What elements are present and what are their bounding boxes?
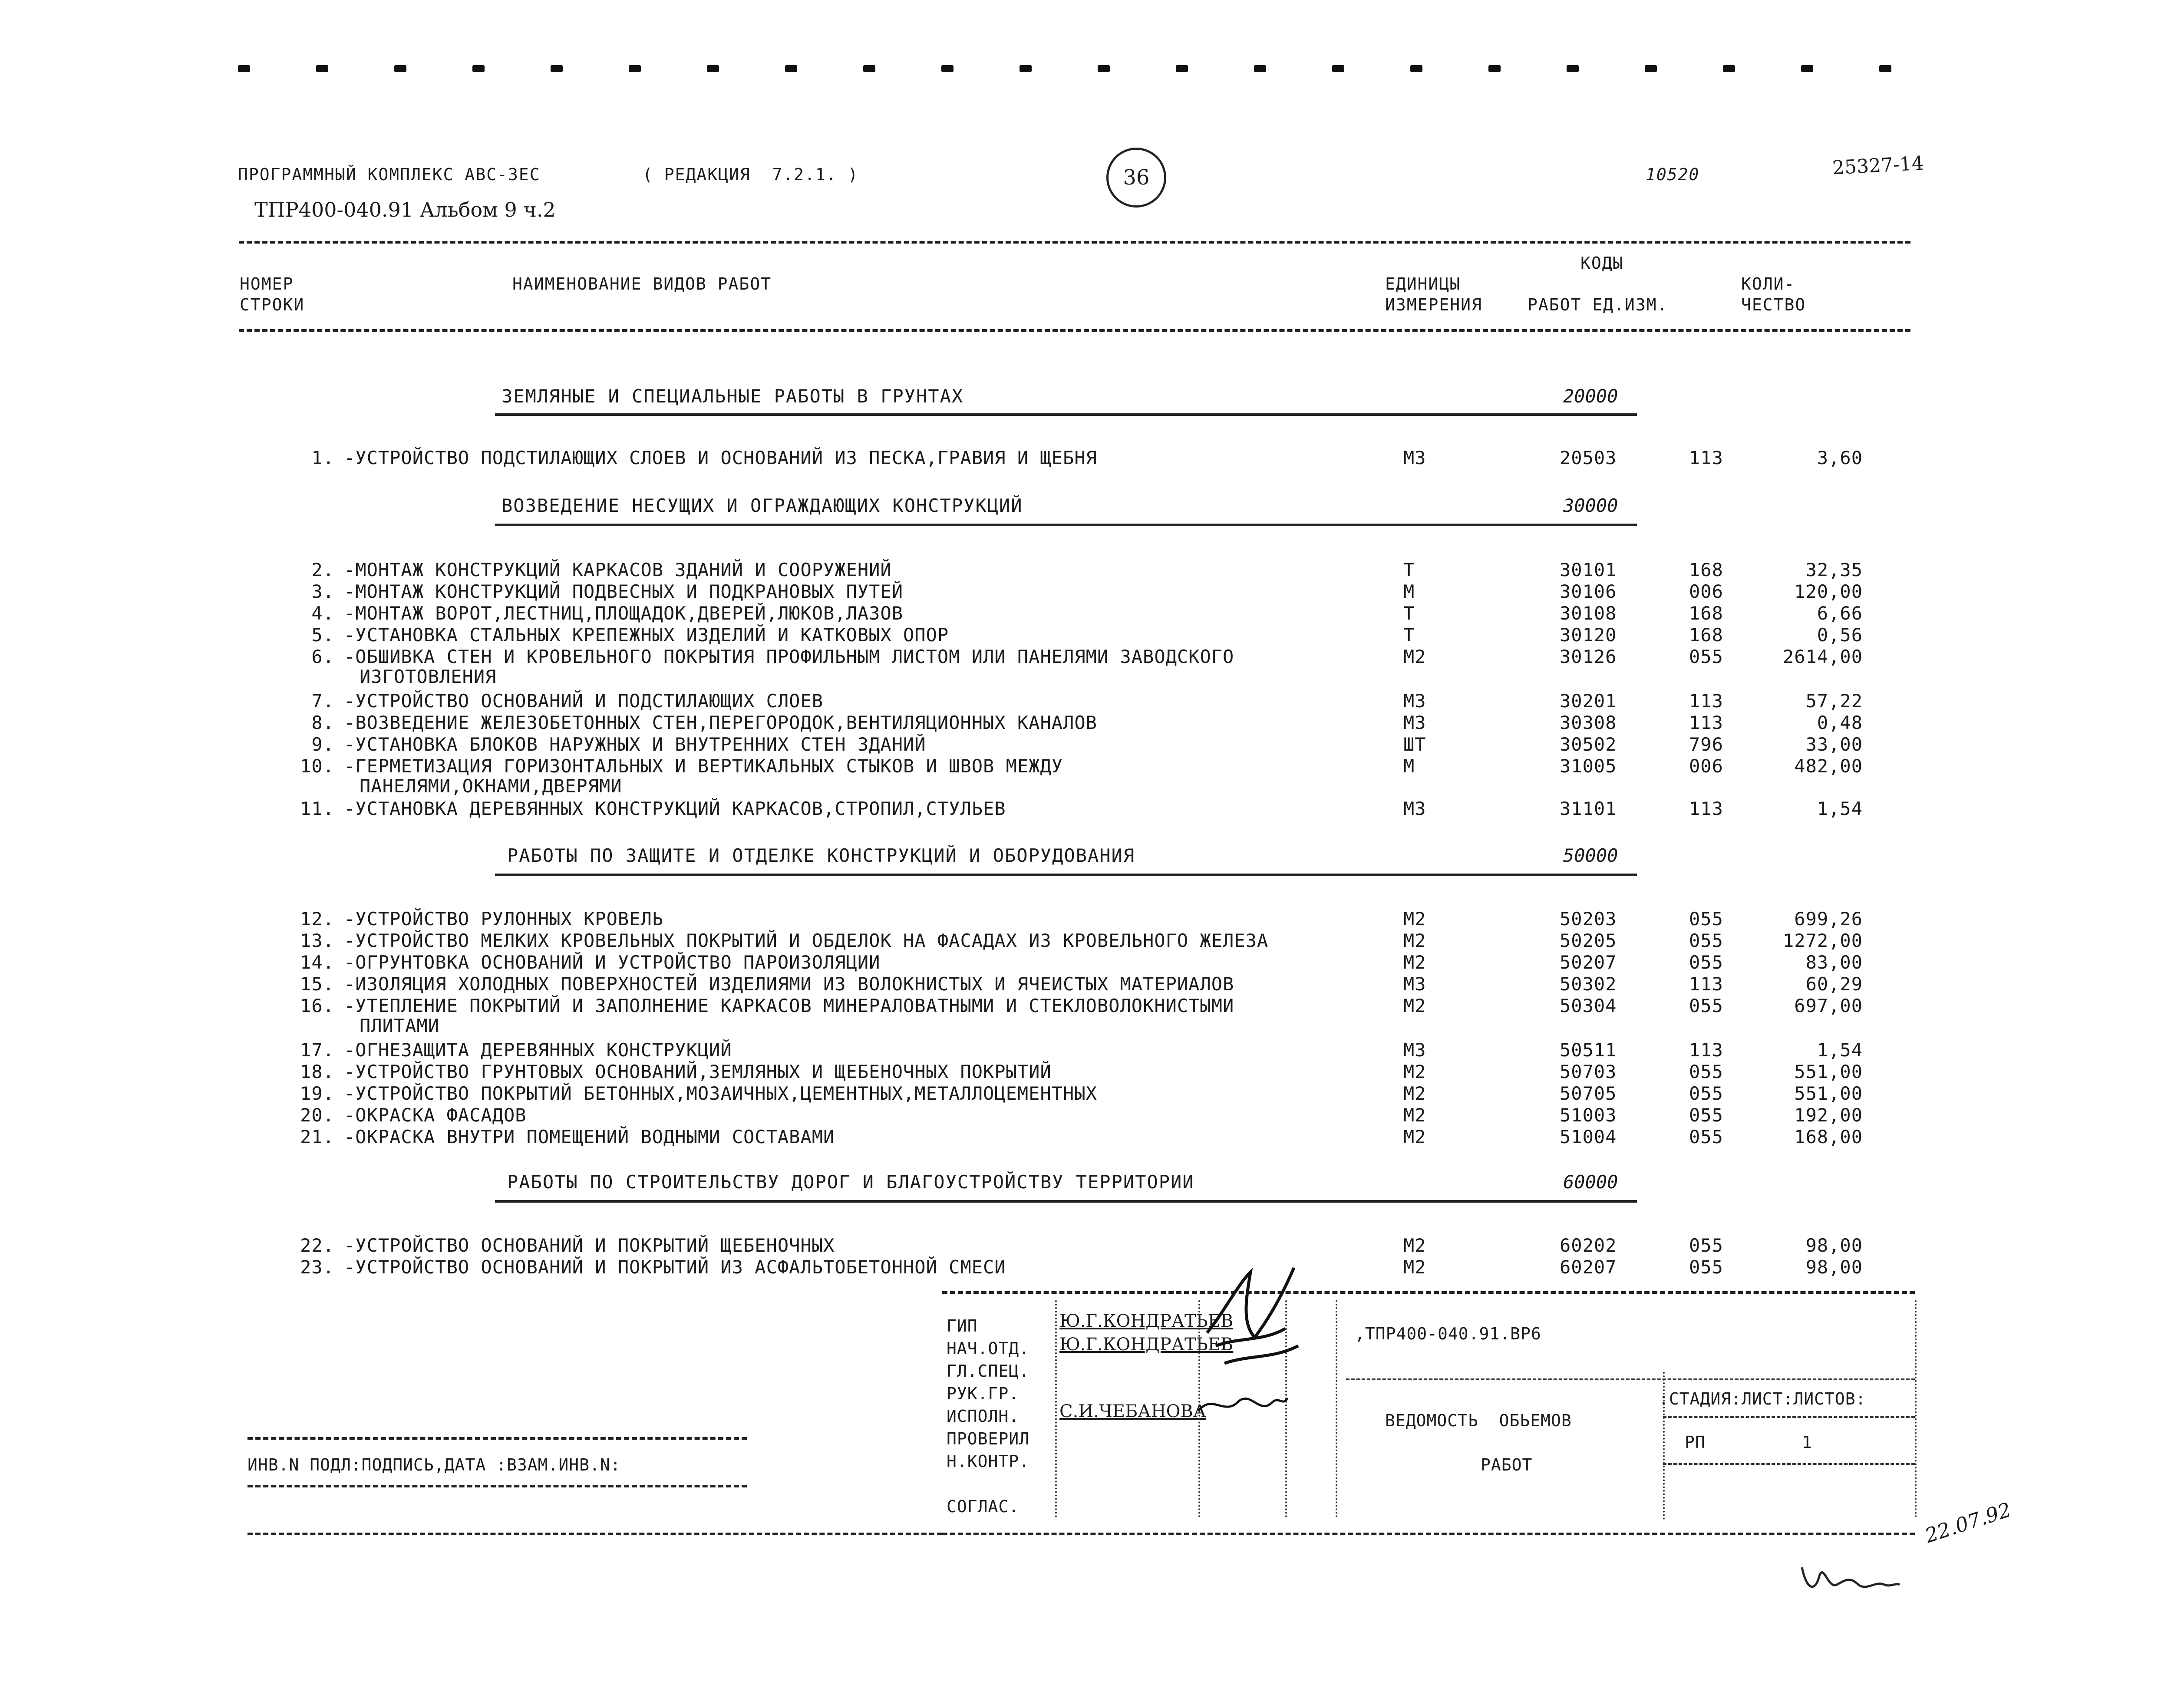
work-name-cont: ПЛИТАМИ xyxy=(360,1015,440,1036)
edition-label: ( РЕДАКЦИЯ 7.2.1. ) xyxy=(643,165,859,184)
quantity: 3,60 xyxy=(1817,447,1863,468)
quantity: 1,54 xyxy=(1817,1039,1863,1061)
row-number: 7. xyxy=(311,690,334,712)
top-dash-mark xyxy=(941,65,954,72)
unit-of-measure: М3 xyxy=(1403,1039,1426,1061)
unit-of-measure: М2 xyxy=(1403,1126,1426,1147)
section-title: ЗЕМЛЯНЫЕ И СПЕЦИАЛЬНЫЕ РАБОТЫ В ГРУНТАХ xyxy=(502,386,964,407)
work-name: -ГЕРМЕТИЗАЦИЯ ГОРИЗОНТАЛЬНЫХ И ВЕРТИКАЛЬНЫХ СТЫКОВ И ШВОВ МЕЖДУ xyxy=(344,755,1063,777)
col-codes-sub: РАБОТ ЕД.ИЗМ. xyxy=(1528,295,1668,314)
quantity: 98,00 xyxy=(1805,1256,1863,1278)
stamp-role: Н.КОНТР. xyxy=(947,1452,1030,1471)
unit-of-measure: М2 xyxy=(1403,646,1426,667)
table-row xyxy=(0,930,2171,950)
table-row xyxy=(0,1256,2171,1276)
stamp-name-gip: Ю.Г.КОНДРАТЬЕВ xyxy=(1059,1311,1234,1331)
work-code: 20503 xyxy=(1560,447,1617,468)
unit-of-measure: М3 xyxy=(1403,973,1426,995)
unit-of-measure: М2 xyxy=(1403,1083,1426,1104)
work-code: 60202 xyxy=(1560,1235,1617,1256)
col-unit-2: ИЗМЕРЕНИЯ xyxy=(1385,295,1482,314)
row-number: 3. xyxy=(311,581,334,602)
top-dash-mark xyxy=(1879,65,1891,72)
top-dash-mark xyxy=(316,65,328,72)
quantity: 168,00 xyxy=(1794,1126,1863,1147)
quantity: 32,35 xyxy=(1805,559,1863,580)
work-code: 50304 xyxy=(1560,995,1617,1016)
unit-of-measure: Т xyxy=(1403,624,1415,646)
doc-code-a: 10520 xyxy=(1646,165,1700,184)
table-row xyxy=(0,712,2171,732)
work-code: 51004 xyxy=(1560,1126,1617,1147)
work-name: -УСТРОЙСТВО ГРУНТОВЫХ ОСНОВАНИЙ,ЗЕМЛЯНЫХ И ЩЕБЕНОЧНЫХ ПОКРЫТИЙ xyxy=(344,1061,1052,1082)
inv-rule-bottom xyxy=(247,1533,942,1535)
section-rule xyxy=(495,413,1637,416)
row-number: 2. xyxy=(311,559,334,580)
stamp-sheet: 1 xyxy=(1802,1433,1812,1452)
unit-code: 055 xyxy=(1689,1235,1723,1256)
unit-of-measure: М3 xyxy=(1403,690,1426,712)
work-code: 50302 xyxy=(1560,973,1617,995)
unit-of-measure: М2 xyxy=(1403,952,1426,973)
table-row xyxy=(0,973,2171,993)
stamp-stage: РП xyxy=(1685,1433,1706,1452)
signature-executor-icon xyxy=(1194,1385,1290,1424)
work-code: 30126 xyxy=(1560,646,1617,667)
row-number: 12. xyxy=(300,908,334,930)
inv-labels: ИНВ.N ПОДЛ:ПОДПИСЬ,ДАТА :ВЗАМ.ИНВ.N: xyxy=(247,1455,621,1474)
quantity: 60,29 xyxy=(1805,973,1863,995)
album-label: ТПР400-040.91 Альбом 9 ч.2 xyxy=(254,198,556,221)
table-row xyxy=(0,1039,2171,1059)
work-code: 50203 xyxy=(1560,908,1617,930)
unit-of-measure: М2 xyxy=(1403,1256,1426,1278)
table-row xyxy=(0,798,2171,818)
table-row xyxy=(0,755,2171,797)
stamp-doc-code: ,ТПР400-040.91.ВР6 xyxy=(1355,1324,1541,1343)
work-code: 50205 xyxy=(1560,930,1617,951)
unit-code: 168 xyxy=(1689,603,1723,624)
table-row xyxy=(0,952,2171,972)
unit-code: 055 xyxy=(1689,1083,1723,1104)
col-num-1: НОМЕР xyxy=(240,274,294,293)
unit-code: 113 xyxy=(1689,798,1723,819)
unit-code: 168 xyxy=(1689,624,1723,646)
row-number: 5. xyxy=(311,624,334,646)
work-code: 31101 xyxy=(1560,798,1617,819)
unit-of-measure: М2 xyxy=(1403,1061,1426,1082)
table-row xyxy=(0,624,2171,644)
program-title: ПРОГРАММНЫЙ КОМПЛЕКС АВС-3ЕС xyxy=(238,165,541,184)
top-dash-mark xyxy=(1410,65,1422,72)
work-code: 30120 xyxy=(1560,624,1617,646)
table-row xyxy=(0,559,2171,579)
quantity: 0,48 xyxy=(1817,712,1863,733)
row-number: 22. xyxy=(300,1235,334,1256)
work-name: -УСТРОЙСТВО ОСНОВАНИЙ И ПОКРЫТИЙ ИЗ АСФАЛЬТОБЕТОННОЙ СМЕСИ xyxy=(344,1256,1006,1278)
table-row xyxy=(0,995,2171,1036)
col-unit-1: ЕДИНИЦЫ xyxy=(1385,274,1461,293)
row-number: 10. xyxy=(300,755,334,777)
row-number: 19. xyxy=(300,1083,334,1104)
row-number: 13. xyxy=(300,930,334,951)
row-number: 21. xyxy=(300,1126,334,1147)
top-dash-mark xyxy=(394,65,406,72)
section-rule xyxy=(495,524,1637,526)
section-code: 20000 xyxy=(1563,386,1618,407)
stamp-rule xyxy=(1346,1378,1915,1380)
top-dash-mark xyxy=(1176,65,1188,72)
handwritten-date: 22.07.92 xyxy=(1922,1497,2014,1548)
unit-of-measure: Т xyxy=(1403,559,1415,580)
work-name: -ОБШИВКА СТЕН И КРОВЕЛЬНОГО ПОКРЫТИЯ ПРОФИЛЬНЫМ ЛИСТОМ ИЛИ ПАНЕЛЯМИ ЗАВОДСКОГО xyxy=(344,646,1234,667)
work-code: 30308 xyxy=(1560,712,1617,733)
work-name: -УСТРОЙСТВО ОСНОВАНИЙ И ПОДСТИЛАЮЩИХ СЛОЕВ xyxy=(344,690,824,712)
unit-code: 006 xyxy=(1689,581,1723,602)
stamp-name-head: Ю.Г.КОНДРАТЬЕВ xyxy=(1059,1335,1234,1355)
quantity: 551,00 xyxy=(1794,1083,1863,1104)
work-code: 30502 xyxy=(1560,734,1617,755)
table-row xyxy=(0,447,2171,467)
top-dash-mark xyxy=(1645,65,1657,72)
col-qty-1: КОЛИ- xyxy=(1741,274,1795,293)
quantity: 98,00 xyxy=(1805,1235,1863,1256)
quantity: 699,26 xyxy=(1794,908,1863,930)
top-dash-mark xyxy=(1801,65,1813,72)
work-name: -УСТАНОВКА СТАЛЬНЫХ КРЕПЕЖНЫХ ИЗДЕЛИЙ И КАТКОВЫХ ОПОР xyxy=(344,624,949,646)
unit-code: 055 xyxy=(1689,952,1723,973)
quantity: 1272,00 xyxy=(1782,930,1863,951)
work-name: -УСТРОЙСТВО ПОКРЫТИЙ БЕТОННЫХ,МОЗАИЧНЫХ,ЦЕМЕНТНЫХ,МЕТАЛЛОЦЕМЕНТНЫХ xyxy=(344,1083,1097,1104)
stamp-rule xyxy=(1663,1416,1915,1418)
section-code: 50000 xyxy=(1563,845,1618,866)
row-number: 8. xyxy=(311,712,334,733)
quantity: 2614,00 xyxy=(1782,646,1863,667)
top-dash-mark xyxy=(707,65,719,72)
page-number-circle: 36 xyxy=(1106,148,1166,208)
stamp-title-2: РАБОТ xyxy=(1481,1455,1533,1474)
top-dash-mark xyxy=(238,65,250,72)
unit-code: 113 xyxy=(1689,690,1723,712)
work-code: 50705 xyxy=(1560,1083,1617,1104)
quantity: 697,00 xyxy=(1794,995,1863,1016)
row-number: 6. xyxy=(311,646,334,667)
work-name: -УСТРОЙСТВО РУЛОННЫХ КРОВЕЛЬ xyxy=(344,908,664,930)
work-name: -МОНТАЖ КОНСТРУКЦИЙ КАРКАСОВ ЗДАНИЙ И СООРУЖЕНИЙ xyxy=(344,559,892,580)
work-name: -УСТРОЙСТВО ПОДСТИЛАЮЩИХ СЛОЕВ И ОСНОВАНИЙ ИЗ ПЕСКА,ГРАВИЯ И ЩЕБНЯ xyxy=(344,447,1097,468)
row-number: 23. xyxy=(300,1256,334,1278)
work-name: -УСТАНОВКА БЛОКОВ НАРУЖНЫХ И ВНУТРЕННИХ СТЕН ЗДАНИЙ xyxy=(344,734,926,755)
work-name: -ИЗОЛЯЦИЯ ХОЛОДНЫХ ПОВЕРХНОСТЕЙ ИЗДЕЛИЯМИ ИЗ ВОЛОКНИСТЫХ И ЯЧЕИСТЫХ МАТЕРИАЛОВ xyxy=(344,973,1234,995)
section-rule xyxy=(495,874,1637,876)
top-dash-mark xyxy=(629,65,641,72)
unit-code: 113 xyxy=(1689,712,1723,733)
table-row xyxy=(0,1083,2171,1103)
stamp-role: ГИП xyxy=(947,1316,978,1335)
stamp-role: РУК.ГР. xyxy=(947,1384,1020,1403)
row-number: 20. xyxy=(300,1105,334,1126)
quantity: 551,00 xyxy=(1794,1061,1863,1082)
table-row xyxy=(0,908,2171,928)
stamp-role: ГЛ.СПЕЦ. xyxy=(947,1362,1030,1381)
section-title: РАБОТЫ ПО СТРОИТЕЛЬСТВУ ДОРОГ И БЛАГОУСТРОЙСТВУ ТЕРРИТОРИИ xyxy=(507,1171,1194,1193)
unit-of-measure: М xyxy=(1403,581,1415,602)
quantity: 6,66 xyxy=(1817,603,1863,624)
top-dash-mark xyxy=(863,65,875,72)
work-name: -ОКРАСКА ВНУТРИ ПОМЕЩЕНИЙ ВОДНЫМИ СОСТАВАМИ xyxy=(344,1126,835,1147)
col-name: НАИМЕНОВАНИЕ ВИДОВ РАБОТ xyxy=(512,274,772,293)
row-number: 1. xyxy=(311,447,334,468)
stamp-divider xyxy=(1915,1300,1917,1517)
row-number: 11. xyxy=(300,798,334,819)
unit-of-measure: М2 xyxy=(1403,1105,1426,1126)
unit-code: 055 xyxy=(1689,1256,1723,1278)
work-code: 50703 xyxy=(1560,1061,1617,1082)
section-title: РАБОТЫ ПО ЗАЩИТЕ И ОТДЕЛКЕ КОНСТРУКЦИЙ И ОБОРУДОВАНИЯ xyxy=(507,845,1135,866)
quantity: 1,54 xyxy=(1817,798,1863,819)
work-name: -МОНТАЖ КОНСТРУКЦИЙ ПОДВЕСНЫХ И ПОДКРАНОВЫХ ПУТЕЙ xyxy=(344,581,904,602)
unit-of-measure: ШТ xyxy=(1403,734,1426,755)
work-code: 50511 xyxy=(1560,1039,1617,1061)
top-dash-mark xyxy=(1332,65,1344,72)
top-dash-mark xyxy=(1567,65,1579,72)
quantity: 33,00 xyxy=(1805,734,1863,755)
unit-code: 006 xyxy=(1689,755,1723,777)
table-row xyxy=(0,1235,2171,1255)
unit-of-measure: Т xyxy=(1403,603,1415,624)
unit-of-measure: М2 xyxy=(1403,1235,1426,1256)
signature-gip-icon xyxy=(1198,1259,1311,1381)
stamp-divider xyxy=(1055,1300,1057,1517)
quantity: 192,00 xyxy=(1794,1105,1863,1126)
quantity: 120,00 xyxy=(1794,581,1863,602)
table-row xyxy=(0,690,2171,710)
stamp-divider xyxy=(1336,1300,1337,1517)
work-code: 30201 xyxy=(1560,690,1617,712)
unit-of-measure: М3 xyxy=(1403,712,1426,733)
stamp-role: НАЧ.ОТД. xyxy=(947,1339,1030,1358)
doc-code-b: 25327-14 xyxy=(1831,152,1925,179)
work-code: 30106 xyxy=(1560,581,1617,602)
top-dash-mark xyxy=(551,65,563,72)
row-number: 18. xyxy=(300,1061,334,1082)
table-row xyxy=(0,581,2171,601)
unit-code: 055 xyxy=(1689,646,1723,667)
inv-rule-mid xyxy=(247,1485,747,1487)
header-rule-bottom xyxy=(239,329,1910,332)
work-name: -ВОЗВЕДЕНИЕ ЖЕЛЕЗОБЕТОННЫХ СТЕН,ПЕРЕГОРОДОК,ВЕНТИЛЯЦИОННЫХ КАНАЛОВ xyxy=(344,712,1097,733)
work-code: 31005 xyxy=(1560,755,1617,777)
top-dash-mark xyxy=(785,65,797,72)
section-code: 60000 xyxy=(1563,1171,1618,1193)
header-rule-top xyxy=(239,241,1910,244)
work-name-cont: ПАНЕЛЯМИ,ОКНАМИ,ДВЕРЯМИ xyxy=(360,775,622,797)
top-dash-mark xyxy=(1098,65,1110,72)
row-number: 16. xyxy=(300,995,334,1016)
unit-code: 113 xyxy=(1689,1039,1723,1061)
work-name: -ОГРУНТОВКА ОСНОВАНИЙ И УСТРОЙСТВО ПАРОИЗОЛЯЦИИ xyxy=(344,952,881,973)
quantity: 57,22 xyxy=(1805,690,1863,712)
stamp-rule-top xyxy=(942,1291,1915,1294)
unit-code: 055 xyxy=(1689,908,1723,930)
work-code: 51003 xyxy=(1560,1105,1617,1126)
unit-code: 055 xyxy=(1689,1126,1723,1147)
col-qty-2: ЧЕСТВО xyxy=(1741,295,1806,314)
unit-of-measure: М2 xyxy=(1403,995,1426,1016)
unit-of-measure: М3 xyxy=(1403,798,1426,819)
stamp-role: СОГЛАС. xyxy=(947,1497,1020,1516)
inv-rule-top xyxy=(247,1437,747,1440)
table-row xyxy=(0,1105,2171,1124)
table-row xyxy=(0,1061,2171,1081)
work-name: -МОНТАЖ ВОРОТ,ЛЕСТНИЦ,ПЛОЩАДОК,ДВЕРЕЙ,ЛЮКОВ,ЛАЗОВ xyxy=(344,603,904,624)
table-row xyxy=(0,734,2171,754)
unit-code: 168 xyxy=(1689,559,1723,580)
unit-code: 055 xyxy=(1689,1105,1723,1126)
unit-code: 055 xyxy=(1689,1061,1723,1082)
work-name: -УТЕПЛЕНИЕ ПОКРЫТИЙ И ЗАПОЛНЕНИЕ КАРКАСОВ МИНЕРАЛОВАТНЫМИ И СТЕКЛОВОЛОКНИСТЫМИ xyxy=(344,995,1234,1016)
work-code: 30108 xyxy=(1560,603,1617,624)
top-dash-mark xyxy=(1020,65,1032,72)
top-dash-mark xyxy=(1254,65,1266,72)
work-name: -УСТАНОВКА ДЕРЕВЯННЫХ КОНСТРУКЦИЙ КАРКАСОВ,СТРОПИЛ,СТУЛЬЕВ xyxy=(344,798,1006,819)
top-dash-mark xyxy=(472,65,485,72)
unit-code: 113 xyxy=(1689,447,1723,468)
row-number: 14. xyxy=(300,952,334,973)
top-dash-mark xyxy=(1488,65,1501,72)
unit-of-measure: М2 xyxy=(1403,908,1426,930)
col-codes: КОДЫ xyxy=(1580,254,1624,273)
section-title: ВОЗВЕДЕНИЕ НЕСУЩИХ И ОГРАЖДАЮЩИХ КОНСТРУКЦИЙ xyxy=(502,495,1023,516)
stamp-rule-bottom xyxy=(942,1533,1915,1535)
work-name-cont: ИЗГОТОВЛЕНИЯ xyxy=(360,666,497,687)
col-num-2: СТРОКИ xyxy=(240,295,305,314)
work-name: -УСТРОЙСТВО ОСНОВАНИЙ И ПОКРЫТИЙ ЩЕБЕНОЧНЫХ xyxy=(344,1235,835,1256)
unit-of-measure: М xyxy=(1403,755,1415,777)
quantity: 83,00 xyxy=(1805,952,1863,973)
row-number: 15. xyxy=(300,973,334,995)
stamp-rule xyxy=(1663,1463,1915,1465)
work-code: 30101 xyxy=(1560,559,1617,580)
unit-of-measure: М3 xyxy=(1403,447,1426,468)
work-code: 50207 xyxy=(1560,952,1617,973)
stamp-role: ИСПОЛН. xyxy=(947,1407,1020,1426)
table-row xyxy=(0,646,2171,687)
work-name: -ОГНЕЗАЩИТА ДЕРЕВЯННЫХ КОНСТРУКЦИЙ xyxy=(344,1039,732,1061)
unit-code: 055 xyxy=(1689,930,1723,951)
unit-of-measure: М2 xyxy=(1403,930,1426,951)
stamp-name-executor: С.И.ЧЕБАНОВА xyxy=(1059,1401,1207,1421)
quantity: 482,00 xyxy=(1794,755,1863,777)
table-row xyxy=(0,1126,2171,1146)
unit-code: 113 xyxy=(1689,973,1723,995)
stamp-title-1: ВЕДОМОСТЬ ОБЬЕМОВ xyxy=(1385,1411,1572,1430)
work-name: -ОКРАСКА ФАСАДОВ xyxy=(344,1105,527,1126)
table-row xyxy=(0,603,2171,623)
row-number: 17. xyxy=(300,1039,334,1061)
stamp-stage-header: :СТАДИЯ:ЛИСТ:ЛИСТОВ: xyxy=(1659,1389,1866,1408)
handwritten-signature-icon xyxy=(1798,1559,1902,1598)
section-code: 30000 xyxy=(1563,495,1618,516)
unit-code: 796 xyxy=(1689,734,1723,755)
stamp-role: ПРОВЕРИЛ xyxy=(947,1429,1030,1448)
section-rule xyxy=(495,1200,1637,1203)
work-name: -УСТРОЙСТВО МЕЛКИХ КРОВЕЛЬНЫХ ПОКРЫТИЙ И ОБДЕЛОК НА ФАСАДАХ ИЗ КРОВЕЛЬНОГО ЖЕЛЕЗА xyxy=(344,930,1269,951)
unit-code: 055 xyxy=(1689,995,1723,1016)
row-number: 4. xyxy=(311,603,334,624)
top-dash-mark xyxy=(1723,65,1735,72)
row-number: 9. xyxy=(311,734,334,755)
quantity: 0,56 xyxy=(1817,624,1863,646)
work-code: 60207 xyxy=(1560,1256,1617,1278)
